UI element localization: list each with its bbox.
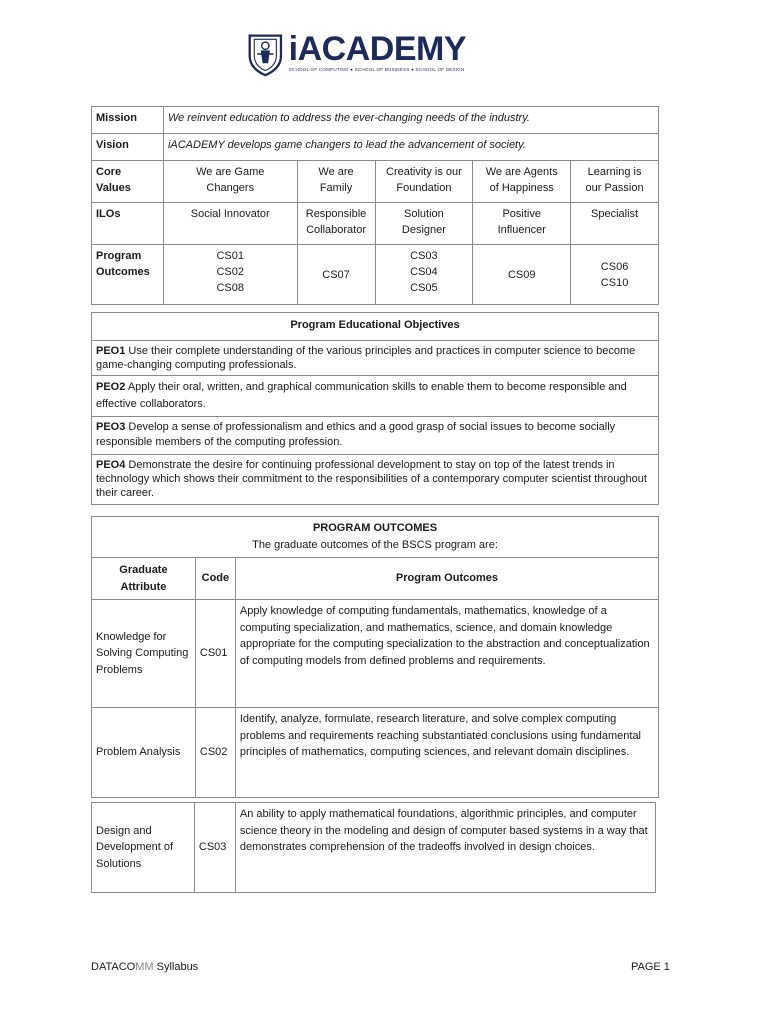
core-values-label: Core Values — [92, 161, 164, 203]
po-title: PROGRAM OUTCOMES — [312, 522, 438, 534]
outcome-codes-cell: CS01 CS02 CS08 — [163, 245, 297, 305]
code-cell: CS01 — [195, 600, 235, 708]
ilos-row — [92, 203, 659, 245]
peo-code: PEO4 — [96, 459, 126, 471]
peo-code: PEO1 — [96, 345, 126, 357]
table-row — [92, 600, 659, 708]
peo-header-row — [92, 313, 659, 341]
mission-label: Mission — [92, 107, 164, 134]
logo-wordmark: iACADEMY — [288, 30, 466, 68]
ilos-label: ILOs — [92, 203, 164, 245]
program-outcomes-table-continued — [91, 802, 656, 893]
mission-text: We reinvent education to address the ever-changing needs of the industry. — [163, 107, 658, 134]
code-cell: CS02 — [195, 708, 235, 798]
peo-row — [92, 455, 659, 505]
outcome-codes-cell: CS07 — [297, 245, 375, 305]
footer-page-number: PAGE 1 — [631, 961, 670, 973]
iacademy-logo — [246, 30, 466, 80]
attribute-cell: Problem Analysis — [92, 708, 196, 798]
core-value-cell: We are Agents of Happiness — [473, 161, 571, 203]
peo-table — [91, 312, 659, 505]
vision-text: iACADEMY develops game changers to lead the advancement of society. — [163, 134, 658, 161]
code-cell: CS03 — [194, 803, 235, 893]
outcome-cell: Apply knowledge of computing fundamentals, mathematics, knowledge of a computing specialization, and mathematics, science, and domain knowledge appropriate for the computing specialization to the abstraction and conceptualization of computing models from defined problems and requirements. — [235, 600, 658, 708]
core-values-row — [92, 161, 659, 203]
peo-code: PEO2 — [96, 381, 126, 393]
attribute-cell: Design and Development of Solutions — [92, 803, 195, 893]
outcome-codes-cell: CS09 — [473, 245, 571, 305]
mission-row — [92, 107, 659, 134]
po-subtitle: The graduate outcomes of the BSCS program are: — [252, 538, 498, 551]
peo-text: Apply their oral, written, and graphical communication skills to enable them to become responsible and effective collaborators. — [96, 381, 627, 410]
peo-text: Use their complete understanding of the various principles and practices in computer science to become game-changing computing professionals. — [96, 345, 636, 371]
vision-label: Vision — [92, 134, 164, 161]
core-value-cell: We are Game Changers — [163, 161, 297, 203]
program-outcomes-table — [91, 516, 659, 798]
ilo-cell: Social Innovator — [163, 203, 297, 245]
program-outcomes-row — [92, 245, 659, 305]
peo-row — [92, 341, 659, 376]
peo-item — [92, 376, 659, 417]
core-value-cell: We are Family — [297, 161, 375, 203]
core-value-cell: Creativity is our Foundation — [375, 161, 473, 203]
peo-text: Demonstrate the desire for continuing professional development to stay on top of the latest trends in technology which shows their commitment to the responsibilities of a contemporary computer scientist throughout their career. — [96, 459, 647, 499]
table-row — [92, 708, 659, 798]
program-outcomes-label: Program Outcomes — [92, 245, 164, 305]
peo-title: Program Educational Objectives — [92, 313, 659, 341]
peo-text: Develop a sense of professionalism and ethics and a good grasp of social issues to become socially responsible members of the computing profession. — [96, 421, 616, 448]
program-outcomes-header: Program Outcomes — [235, 558, 658, 600]
outcome-cell: An ability to apply mathematical foundations, algorithmic principles, and computer science theory in the modeling and design of computer based systems in a way that demonstrates comprehension of the tradeoffs involved in design choices. — [235, 803, 655, 893]
po-header-row — [92, 517, 659, 558]
ilo-cell: Positive Influencer — [473, 203, 571, 245]
po-column-header-row — [92, 558, 659, 600]
shield-emblem-icon — [246, 30, 285, 78]
peo-row — [92, 417, 659, 455]
outcome-codes-cell: CS06 CS10 — [571, 245, 659, 305]
ilo-cell: Responsible Collaborator — [297, 203, 375, 245]
peo-row — [92, 376, 659, 417]
mission-vision-table — [91, 106, 659, 305]
outcome-codes-cell: CS03 CS04 CS05 — [375, 245, 473, 305]
footer-doc-title: DATACOMM Syllabus — [91, 961, 199, 973]
core-value-cell: Learning is our Passion — [571, 161, 659, 203]
code-header: Code — [195, 558, 235, 600]
po-header — [92, 517, 659, 558]
vision-row — [92, 134, 659, 161]
table-row — [92, 803, 656, 893]
peo-item — [92, 417, 659, 455]
ilo-cell: Solution Designer — [375, 203, 473, 245]
peo-item — [92, 455, 659, 505]
ilo-cell: Specialist — [571, 203, 659, 245]
attribute-cell: Knowledge for Solving Computing Problems — [92, 600, 196, 708]
graduate-attribute-header: Graduate Attribute — [92, 558, 196, 600]
peo-item — [92, 341, 659, 376]
logo-tagline: SCHOOL OF COMPUTING ● SCHOOL OF BUSINESS ● SCHOOL OF DESIGN — [288, 67, 465, 72]
peo-code: PEO3 — [96, 421, 126, 433]
outcome-cell: Identify, analyze, formulate, research literature, and solve complex computing problems and requirements reaching substantiated conclusions using fundamental principles of mathematics, computing sciences, and relevant domain disciplines. — [235, 708, 658, 798]
